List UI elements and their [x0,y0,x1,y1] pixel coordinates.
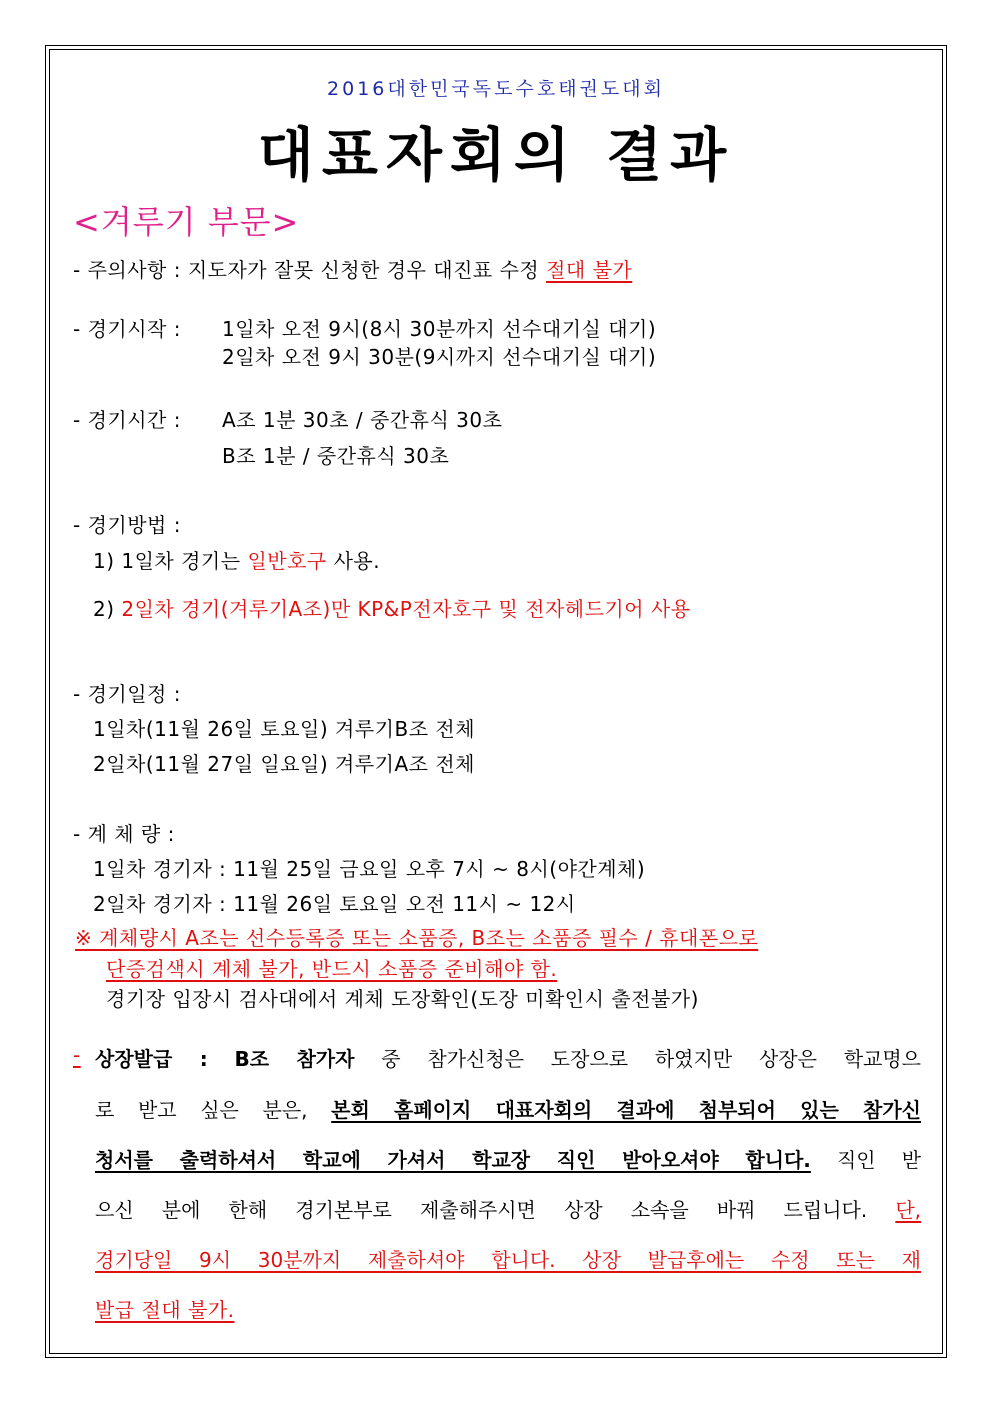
schedule-label: - 경기일정 : [73,682,181,706]
start-line-1: 1일차 오전 9시(8시 30분까지 선수대기실 대기) [222,317,657,341]
award-line-2-underline: 본회 홈페이지 대표자회의 결과에 첨부되어 있는 참가신 [331,1098,922,1122]
notice-line [73,254,632,283]
method-item-2 [93,593,691,622]
notice-label: - 주의사항 : [73,258,181,282]
award-line-5: 경기당일 9시 30분까지 제출하셔야 합니다. 상장 발급후에는 수정 또는 재 [95,1248,921,1272]
award-line-4 [95,1194,921,1223]
notice-text: 지도자가 잘못 신청한 경우 대진표 수정 [187,258,540,282]
weighin-label: - 계 체 량 : [73,822,175,846]
duration-line-2: B조 1분 / 중간휴식 30초 [222,444,450,468]
weighin-line-1: 1일차 경기자 : 11월 25일 금요일 오후 7시 ~ 8시(야간계체) [93,857,646,881]
page-title: 대표자회의 결과 [257,121,735,189]
award-label: 상장발급 : [95,1047,208,1071]
method-item-2-num: 2) [93,597,115,621]
method-label: - 경기방법 : [73,513,181,537]
award-line-6: 발급 절대 불가. [95,1298,235,1322]
notice-emphasis: 절대 불가 [546,258,633,282]
award-line-2 [95,1094,921,1123]
award-line-3-plain: 직인 받 [836,1148,921,1172]
award-group-b: B조 참가자 [234,1047,355,1071]
method-item-1 [93,545,380,574]
award-dash: - [73,1043,81,1067]
award-line-4-red: 단, [895,1198,921,1222]
award-line-4-plain: 으신 분에 한해 경기본부로 제출해주시면 상장 소속을 바꿔 드립니다. [95,1198,868,1222]
start-label: - 경기시작 : [73,317,181,341]
award-line-1 [95,1043,921,1072]
weighin-warning-2: 단증검색시 계체 불가, 반드시 소품증 준비해야 함. [106,957,558,981]
method-item-2-red: 2일차 경기(겨루기A조)만 KP&P전자호구 및 전자헤드기어 사용 [121,597,691,621]
start-line-2: 2일차 오전 9시 30분(9시까지 선수대기실 대기) [222,345,657,369]
schedule-line-2: 2일차(11월 27일 일요일) 겨루기A조 전체 [93,752,475,776]
weighin-warning-1: ※ 계체량시 A조는 선수등록증 또는 소품증, B조는 소품증 필수 / 휴대폰으로 [75,926,759,950]
event-subtitle: 2016대한민국독도수호태권도대회 [327,78,665,100]
award-line-1-rest: 중 참가신청은 도장으로 하였지만 상장은 학교명으 [381,1047,921,1071]
duration-label: - 경기시간 : [73,408,181,432]
weighin-note: 경기장 입장시 검사대에서 계체 도장확인(도장 미확인시 출전불가) [106,987,699,1011]
weighin-line-2: 2일차 경기자 : 11월 26일 토요일 오전 11시 ~ 12시 [93,892,576,916]
award-line-2-plain: 로 받고 싶은 분은, [95,1098,308,1122]
award-line-3-underline: 청서를 출력하셔서 학교에 가셔서 학교장 직인 받아오셔야 합니다. [95,1148,811,1172]
section-title: <겨루기 부문> [73,203,300,241]
award-line-3 [95,1144,921,1173]
duration-line-1: A조 1분 30초 / 중간휴식 30초 [222,408,503,432]
method-item-1-pre: 1) 1일차 경기는 [93,549,241,573]
schedule-line-1: 1일차(11월 26일 토요일) 겨루기B조 전체 [93,717,476,741]
method-item-1-red: 일반호구 [247,549,327,573]
method-item-1-post: 사용. [333,549,381,573]
